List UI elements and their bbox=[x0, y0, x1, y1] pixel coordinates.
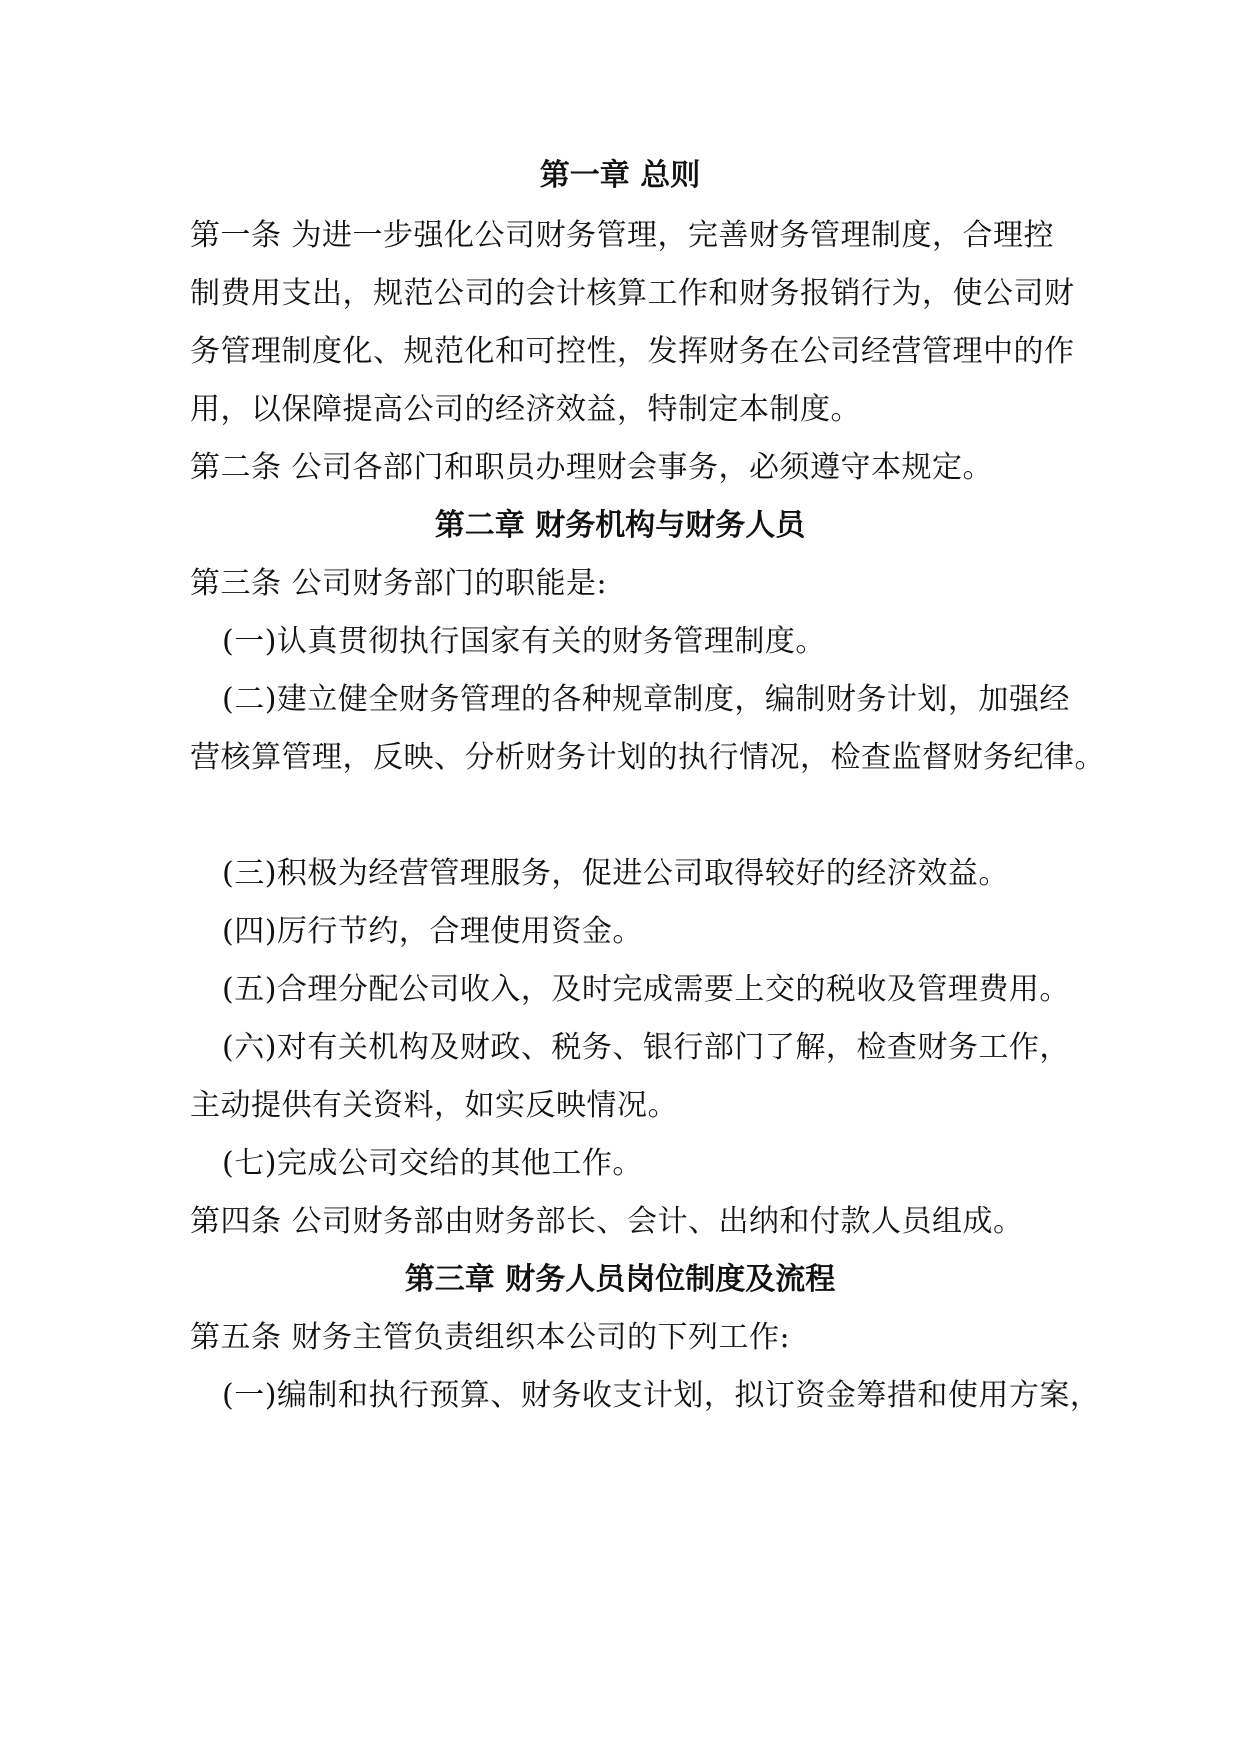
article-1-line-3: 务管理制度化、规范化和可控性，发挥财务在公司经营管理中的作 bbox=[190, 334, 1075, 369]
article-3-item-1: (一)认真贯彻执行国家有关的财务管理制度。 bbox=[222, 624, 826, 659]
article-3-item-5: (五)合理分配公司收入，及时完成需要上交的税收及管理费用。 bbox=[222, 972, 1070, 1007]
article-3-item-4: (四)厉行节约，合理使用资金。 bbox=[222, 914, 643, 949]
article-1-line-4: 用，以保障提高公司的经济效益，特制定本制度。 bbox=[190, 392, 861, 427]
article-3-item-6: (六)对有关机构及财政、税务、银行部门了解，检查财务工作， bbox=[222, 1030, 1070, 1065]
article-3-item-2-cont: 营核算管理，反映、分析财务计划的执行情况，检查监督财务纪律。 bbox=[190, 740, 1105, 775]
article-3-item-2: (二)建立健全财务管理的各种规章制度，编制财务计划，加强经 bbox=[222, 682, 1070, 717]
article-1-line-2: 制费用支出，规范公司的会计核算工作和财务报销行为，使公司财 bbox=[190, 276, 1075, 311]
article-3-item-6-cont: 主动提供有关资料，如实反映情况。 bbox=[190, 1088, 678, 1123]
article-2: 第二条 公司各部门和职员办理财会事务，必须遵守本规定。 bbox=[190, 450, 994, 485]
article-1-line-1: 第一条 为进一步强化公司财务管理，完善财务管理制度，合理控 bbox=[190, 218, 1055, 253]
chapter-3-heading: 第三章 财务人员岗位制度及流程 bbox=[404, 1262, 836, 1297]
article-4: 第四条 公司财务部由财务部长、会计、出纳和付款人员组成。 bbox=[190, 1204, 1024, 1239]
article-5: 第五条 财务主管负责组织本公司的下列工作: bbox=[190, 1320, 791, 1355]
article-3-item-7: (七)完成公司交给的其他工作。 bbox=[222, 1146, 643, 1181]
article-3: 第三条 公司财务部门的职能是: bbox=[190, 566, 608, 601]
chapter-1-heading: 第一章 总则 bbox=[539, 158, 701, 193]
chapter-2-heading: 第二章 财务机构与财务人员 bbox=[434, 508, 806, 543]
article-5-item-1: (一)编制和执行预算、财务收支计划，拟订资金筹措和使用方案， bbox=[222, 1378, 1101, 1413]
article-3-item-3: (三)积极为经营管理服务，促进公司取得较好的经济效益。 bbox=[222, 856, 1009, 891]
